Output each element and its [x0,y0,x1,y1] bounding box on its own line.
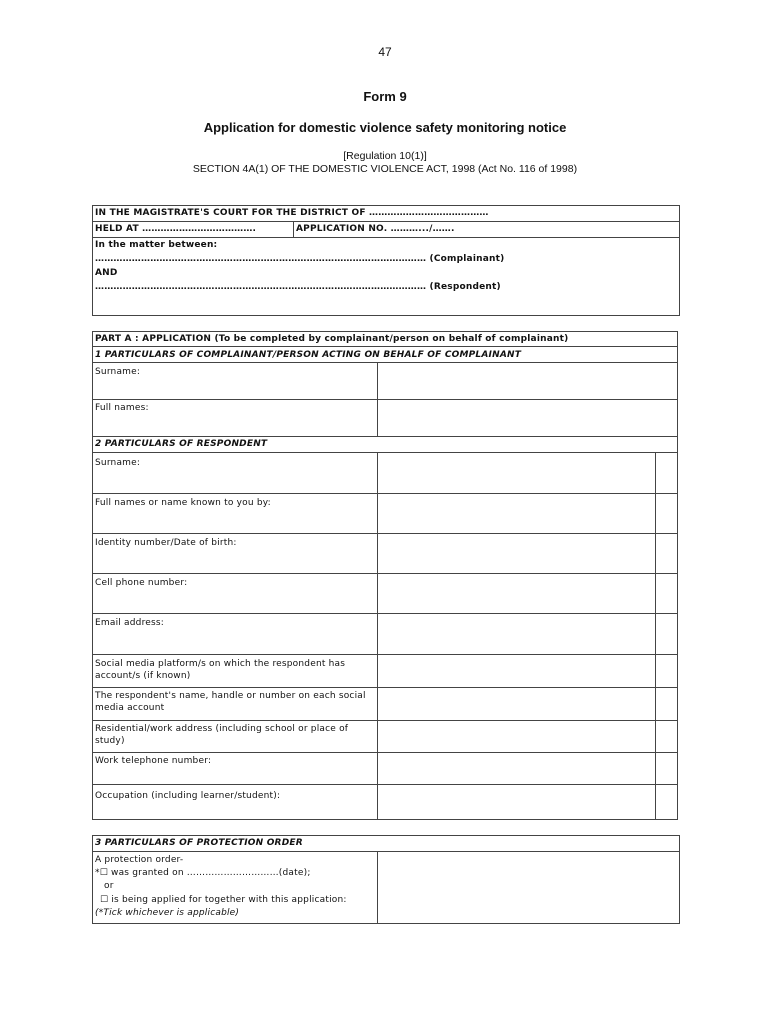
complainant-surname-label: Surname: [95,367,141,377]
page-number: 47 [378,45,392,59]
protection-order-details-input[interactable] [378,852,679,923]
respondent-surname-label: Surname: [95,458,141,468]
held-at-field[interactable]: HELD AT ………………………………. [95,224,257,234]
respondent-email-input[interactable] [378,614,654,653]
order-granted-option[interactable]: *☐ was granted on …………………………(date); [95,868,311,878]
and-label: AND [95,268,118,278]
complainant-surname-input[interactable] [378,363,677,398]
respondent-social-platforms-label: Social media platform/s on which the respondent has account/s (if known) [95,659,346,681]
respondent-occupation-input[interactable] [378,785,654,819]
respondent-surname-input[interactable] [378,453,654,492]
tick-instruction: (*Tick whichever is applicable) [95,908,240,918]
respondent-social-platforms-input[interactable] [378,655,654,686]
application-number-field[interactable]: APPLICATION NO. ……….../……. [296,224,455,234]
part-a-heading: PART A : APPLICATION (To be completed by complainant/person on behalf of complainant) [95,334,569,344]
respondent-full-names-input[interactable] [378,494,654,533]
complainant-line[interactable]: ……………………………………………………………………………………………… (Complainant) [95,254,505,264]
order-being-applied-option[interactable]: ☐ is being applied for together with this application: [100,895,347,905]
respondent-id-dob-input[interactable] [378,534,654,573]
matter-between-label: In the matter between: [95,240,218,250]
respondent-line[interactable]: ……………………………………………………………………………………………… (Respondent) [95,282,501,292]
respondent-cell-input[interactable] [378,574,654,613]
court-district-line: IN THE MAGISTRATE'S COURT FOR THE DISTRICT OF ………………………………… [95,208,489,218]
respondent-address-label: Residential/work address (including school or place of study) [95,724,349,746]
respondent-social-handles-input[interactable] [378,688,654,719]
act-section-reference: SECTION 4A(1) OF THE DOMESTIC VIOLENCE ACT, 1998 (Act No. 116 of 1998) [192,163,578,175]
respondent-address-input[interactable] [378,721,654,752]
respondent-social-handles-label: The respondent's name, handle or number on each social media account [95,691,366,713]
or-label: or [104,881,114,891]
form-number: Form 9 [363,89,407,104]
complainant-full-names-input[interactable] [378,400,677,435]
section-2-heading: 2 PARTICULARS OF RESPONDENT [95,439,268,449]
complainant-full-names-label: Full names: [95,403,149,413]
respondent-work-phone-label: Work telephone number: [95,756,212,766]
section-1-heading: 1 PARTICULARS OF COMPLAINANT/PERSON ACTING ON BEHALF OF COMPLAINANT [95,350,522,360]
respondent-id-dob-label: Identity number/Date of birth: [95,538,237,548]
respondent-occupation-label: Occupation (including learner/student): [95,791,281,801]
respondent-full-names-label: Full names or name known to you by: [95,498,271,508]
respondent-email-label: Email address: [95,618,165,628]
section-3-heading: 3 PARTICULARS OF PROTECTION ORDER [95,838,303,848]
regulation-reference: [Regulation 10(1)] [343,150,427,162]
respondent-work-phone-input[interactable] [378,753,654,783]
respondent-cell-label: Cell phone number: [95,578,188,588]
protection-order-label: A protection order- [95,855,184,865]
form-title: Application for domestic violence safety monitoring notice [203,120,567,135]
